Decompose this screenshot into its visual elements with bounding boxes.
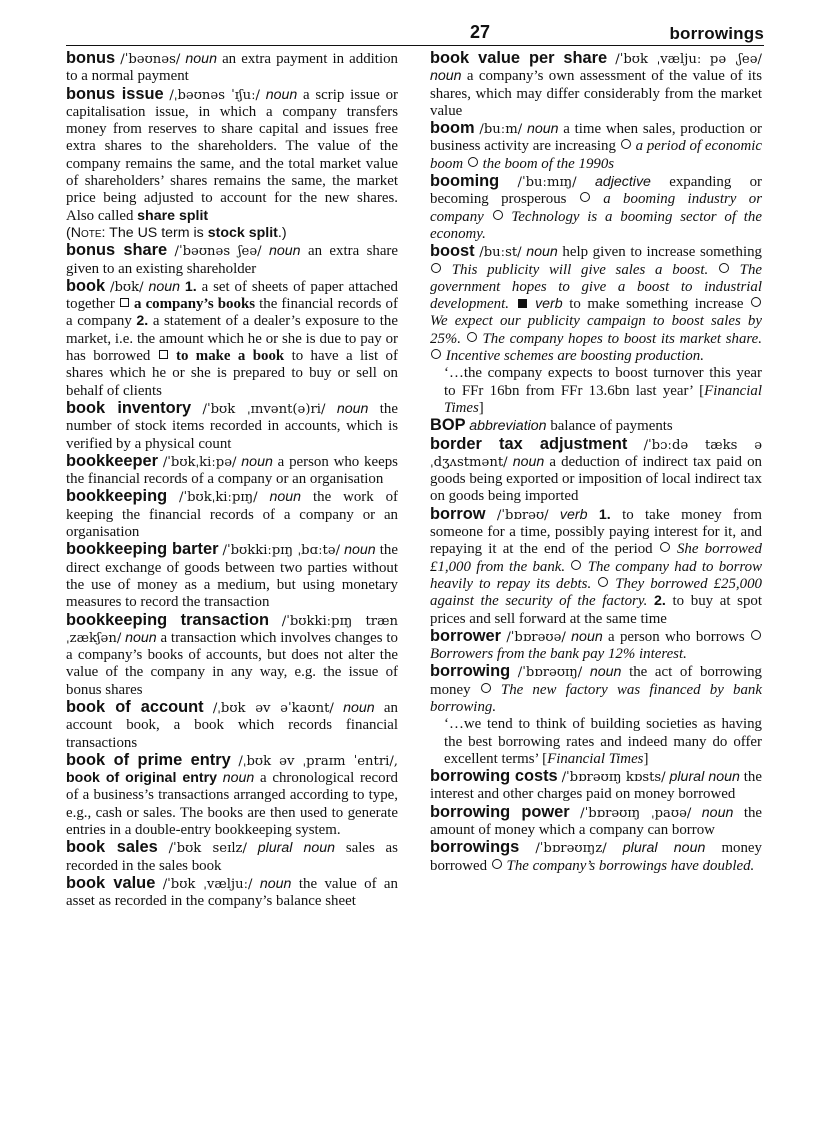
definition: the number of stock items recorded in accounts, which is verified by a physical count bbox=[66, 400, 398, 452]
right-column bbox=[430, 50, 762, 875]
example: We expect our publicity campaign to boost sales by 25%. bbox=[430, 313, 762, 347]
quote-text: ‘…we tend to think of building societies as having the best borrowing rates and indeed many do offer excellent terms’ bbox=[444, 716, 762, 767]
pronunciation: /ˌbʊk əv ˌpraɪm ˈentri/, bbox=[238, 753, 398, 769]
example-circle-icon bbox=[580, 192, 590, 202]
headword: book value bbox=[66, 873, 156, 892]
phrase-square-icon bbox=[120, 298, 129, 307]
headword: borrowing bbox=[430, 662, 511, 681]
example-circle-icon bbox=[621, 139, 631, 149]
example: The government hopes to give a boost to industrial development. bbox=[430, 261, 762, 313]
header-rule bbox=[66, 45, 764, 46]
part-of-speech: verb bbox=[535, 296, 563, 313]
note-open: ( bbox=[66, 224, 71, 241]
definition: a statement of a dealer’s exposure to the market, i.e. the amount which he or she is due to pay or has borrowed bbox=[66, 313, 398, 365]
part-of-speech: noun bbox=[589, 664, 622, 681]
example: The company’s borrowings have doubled. bbox=[506, 857, 755, 874]
headword: borrowings bbox=[430, 838, 520, 857]
note-close: .) bbox=[277, 224, 287, 241]
example: Incentive schemes are boosting production. bbox=[445, 348, 704, 365]
quote-source: Financial Times bbox=[444, 382, 762, 416]
entry-bookkeeping-transaction bbox=[66, 612, 398, 699]
citation-quote: ‘…we tend to think of building societies as having the best borrowing rates and indeed many do offer excellent terms’ [Financial Times] bbox=[444, 716, 762, 767]
part-of-speech: noun bbox=[430, 68, 462, 85]
part-of-speech: noun bbox=[185, 51, 217, 67]
left-column bbox=[66, 50, 398, 911]
example: The company hopes to boost its market share. bbox=[482, 330, 762, 347]
pronunciation: /ˌbʊk əv əˈkaʊnt/ bbox=[212, 700, 334, 716]
part-of-speech: noun bbox=[259, 875, 292, 892]
example: This publicity will give sales a boost. bbox=[451, 261, 709, 278]
phrase: a company’s books bbox=[134, 296, 256, 313]
entry-bop bbox=[430, 417, 762, 435]
headword: border tax adjustment bbox=[430, 434, 628, 453]
black-square-icon bbox=[518, 299, 527, 308]
definition: expanding or becoming prosperous bbox=[430, 174, 762, 208]
entry-book-of-prime-entry bbox=[66, 752, 398, 839]
example-circle-icon bbox=[660, 542, 670, 552]
entry-bonus-share bbox=[66, 242, 398, 278]
entry-bookkeeping bbox=[66, 488, 398, 541]
part-of-speech: noun bbox=[512, 453, 545, 470]
example-circle-icon bbox=[492, 859, 502, 869]
note-term: stock split bbox=[207, 224, 278, 241]
headword: book value per share bbox=[430, 49, 608, 67]
headword: bookkeeping transaction bbox=[66, 610, 270, 629]
example-circle-icon bbox=[481, 683, 491, 693]
entry-boost bbox=[430, 243, 762, 365]
phrase: to make a book bbox=[176, 348, 285, 365]
example-circle-icon bbox=[493, 210, 503, 220]
definition: a time when sales, production or business activity are increasing bbox=[430, 121, 762, 155]
part-of-speech: noun bbox=[222, 770, 255, 787]
example: Technology is a booming sector of the economy. bbox=[430, 208, 762, 242]
definition: to buy at spot prices and sell forward at the same time bbox=[430, 593, 762, 627]
entry-borrowings bbox=[430, 839, 762, 875]
headword: bookkeeping bbox=[66, 487, 168, 506]
quote-text: ‘…the company expects to boost turnover this year to FFr 16bn from FFr 13.6bn last year’ bbox=[444, 365, 762, 399]
part-of-speech: noun bbox=[269, 489, 302, 506]
definition: the work of keeping the financial records of a company or an organisation bbox=[66, 489, 398, 541]
pronunciation: /ˈbuːmɪŋ/ bbox=[517, 175, 577, 191]
pronunciation: /ˈbəʊnəs/ bbox=[120, 52, 181, 67]
definition: the act of borrowing money bbox=[430, 664, 762, 698]
definition: the financial records of a company bbox=[66, 296, 398, 330]
example-circle-icon bbox=[719, 263, 729, 273]
pronunciation: /bʊk/ bbox=[110, 279, 144, 295]
sense-number: 1. bbox=[184, 278, 197, 295]
entry-borrower bbox=[430, 628, 762, 664]
entry-borrowing-power bbox=[430, 804, 762, 840]
note-label: Note bbox=[70, 224, 102, 241]
note bbox=[66, 225, 287, 241]
example-circle-icon bbox=[751, 630, 761, 640]
definition: balance of payments bbox=[550, 418, 673, 435]
pronunciation: /ˈbɒrəʊɪŋz/ bbox=[535, 841, 607, 857]
pronunciation: /ˈbɒrəʊə/ bbox=[506, 629, 566, 645]
definition: a transaction which involves changes to a company’s books of accounts, but does not alter the value of the company in any way, e.g. the issue of bonus shares bbox=[66, 629, 398, 698]
example: a period of economic boom bbox=[430, 138, 762, 172]
headword: borrow bbox=[430, 504, 486, 523]
example-circle-icon bbox=[571, 560, 581, 570]
entry-boom bbox=[430, 120, 762, 173]
sense-number: 2. bbox=[136, 313, 149, 330]
headword: borrowing power bbox=[430, 802, 570, 821]
definition: an extra payment in addition to a normal payment bbox=[66, 51, 398, 85]
headword: BOP bbox=[430, 416, 466, 435]
entry-border-tax-adjustment bbox=[430, 436, 762, 506]
sense-number: 1. bbox=[598, 506, 611, 523]
pronunciation: /buːst/ bbox=[479, 245, 522, 261]
part-of-speech: noun bbox=[344, 542, 376, 559]
example-circle-icon bbox=[431, 349, 441, 359]
pronunciation: /ˈbʊk ˌvæljuː/ bbox=[162, 876, 253, 892]
running-head: borrowings bbox=[669, 24, 764, 43]
definition: the amount of money which a company can borrow bbox=[430, 804, 763, 839]
definition: to make something increase bbox=[569, 296, 744, 313]
example: Borrowers from the bank pay 12% interest. bbox=[430, 646, 687, 663]
entry-book-value bbox=[66, 875, 398, 911]
page-header bbox=[66, 22, 764, 46]
definition: to take money from someone for a time, possibly paying interest for it, and repaying it at the end of the period bbox=[430, 506, 762, 558]
headword: bonus bbox=[66, 49, 116, 67]
entry-book-of-account bbox=[66, 699, 398, 752]
definition: a company’s own assessment of the value of its shares, which may differ considerably from the market value bbox=[430, 68, 762, 119]
pronunciation: /ˈbɒrəʊɪŋ ˌpaʊə/ bbox=[580, 805, 692, 821]
example: The company had to borrow heavily to repay its debts. bbox=[430, 558, 763, 592]
part-of-speech: noun bbox=[336, 400, 369, 417]
pronunciation: /ˈbʊkkiːpɪŋ ˌbɑːtə/ bbox=[222, 543, 341, 559]
entry-book-inventory bbox=[66, 400, 398, 453]
definition: help given to increase something bbox=[562, 244, 762, 261]
pronunciation: /ˈbəʊnəs ʃeə/ bbox=[174, 244, 262, 260]
part-of-speech: noun bbox=[526, 244, 558, 261]
cross-reference: share split bbox=[137, 207, 209, 224]
headword: borrower bbox=[430, 626, 502, 645]
pronunciation: /ˈbɒrəʊɪŋ/ bbox=[517, 665, 583, 681]
pronunciation: /ˈbɔːdə tæks əˌdʒʌstmənt/ bbox=[430, 437, 762, 470]
page-number: 27 bbox=[469, 22, 491, 42]
quote-source: Financial Times bbox=[547, 750, 644, 767]
part-of-speech: noun bbox=[269, 243, 301, 260]
entry-bonus-issue bbox=[66, 86, 398, 243]
part-of-speech: verb bbox=[559, 506, 588, 523]
part-of-speech: adjective bbox=[594, 174, 651, 191]
example-circle-icon bbox=[468, 157, 478, 167]
entry-book-sales bbox=[66, 839, 398, 875]
definition: a set of sheets of paper attached together bbox=[66, 278, 398, 313]
definition: the interest and other charges paid on money borrowed bbox=[430, 769, 762, 803]
headword: borrowing costs bbox=[430, 767, 558, 786]
phrase-square-icon bbox=[159, 350, 168, 359]
example-circle-icon bbox=[467, 332, 477, 342]
definition: money borrowed bbox=[430, 840, 762, 874]
part-of-speech: noun bbox=[571, 628, 603, 645]
part-of-speech: noun bbox=[148, 278, 180, 295]
part-of-speech: plural noun bbox=[622, 840, 706, 857]
example-circle-icon bbox=[751, 297, 761, 307]
entry-borrowing bbox=[430, 663, 762, 716]
example: They borrowed £25,000 against the security of the factory. bbox=[430, 575, 762, 610]
example: a booming industry or company bbox=[430, 191, 762, 225]
example: The new factory was financed by bank borrowing. bbox=[430, 681, 762, 715]
part-of-speech: abbreviation bbox=[469, 418, 547, 435]
example-circle-icon bbox=[431, 263, 441, 273]
definition: to have a list of shares which he or she is prepared to buy or sell on behalf of clients bbox=[66, 348, 398, 399]
part-of-speech: noun bbox=[701, 804, 734, 821]
headword: bonus share bbox=[66, 241, 168, 260]
part-of-speech: noun bbox=[526, 121, 559, 138]
entry-borrow bbox=[430, 506, 762, 628]
part-of-speech: noun bbox=[241, 453, 273, 470]
pronunciation: /ˌbəʊnəs ˈɪʃuː/ bbox=[169, 87, 260, 103]
example: the boom of the 1990s bbox=[482, 155, 615, 172]
part-of-speech: noun bbox=[265, 86, 298, 103]
definition: an account book, a book which records financial transactions bbox=[66, 699, 398, 751]
pronunciation: /ˈbʊk ˌvæljuː pə ˌʃeə/ bbox=[615, 52, 762, 67]
headword: book bbox=[66, 276, 106, 295]
pronunciation: /ˈbʊkˌkiːpə/ bbox=[162, 454, 237, 470]
headword: book inventory bbox=[66, 398, 192, 417]
headword: bonus issue bbox=[66, 84, 164, 103]
headword: book of account bbox=[66, 697, 204, 716]
note-text: : The US term is bbox=[101, 224, 204, 241]
definition: the value of an asset as recorded in the company’s balance sheet bbox=[66, 875, 398, 910]
part-of-speech: noun bbox=[125, 629, 157, 646]
citation-quote: ‘…the company expects to boost turnover this year to FFr 16bn from FFr 13.6bn last year’ [Financial Times] bbox=[444, 365, 762, 416]
entry-book-value-per-share bbox=[430, 50, 762, 120]
part-of-speech: noun bbox=[343, 699, 375, 716]
pronunciation: /ˈbʊk ˌɪnvənt(ə)ri/ bbox=[202, 401, 326, 417]
example-circle-icon bbox=[598, 577, 608, 587]
pronunciation: /ˈbʊk seɪlz/ bbox=[168, 841, 247, 857]
definition: a deduction of indirect tax paid on goods being exported or imposition of local indirect tax on goods being imported bbox=[430, 453, 762, 505]
example: She borrowed £1,000 from the bank. bbox=[430, 541, 762, 575]
pronunciation: /ˈbʊkˌkiːpɪŋ/ bbox=[179, 490, 258, 506]
definition: an extra share given to an existing shareholder bbox=[66, 243, 399, 277]
definition: sales as recorded in the sales book bbox=[66, 840, 398, 874]
entry-book bbox=[66, 278, 398, 400]
headword: boost bbox=[430, 242, 475, 261]
definition: a person who borrows bbox=[608, 628, 745, 645]
entry-bonus bbox=[66, 50, 398, 86]
pronunciation: /ˈbʊkkiːpɪŋ trænˌzækʃən/ bbox=[66, 613, 398, 646]
definition: the direct exchange of goods between two parties without the use of money as a medium, but using monetary measures to record the transaction bbox=[66, 542, 398, 611]
headword: bookkeeping barter bbox=[66, 540, 219, 559]
part-of-speech: plural noun bbox=[669, 769, 740, 786]
definition: a scrip issue or capitalisation issue, in which a company transfers money from reserves to share capital and issues free extra shares to the shareholders. The value of the company remains the same, and the total market value of shareholders’ shares remains the same, the market price being adjusted to account for the new shares. Also called bbox=[66, 86, 398, 224]
headword: book of prime entry bbox=[66, 750, 231, 769]
entry-bookkeeper bbox=[66, 453, 398, 489]
sense-number: 2. bbox=[654, 593, 666, 610]
pronunciation: /ˈbɒrəʊɪŋ kɒsts/ bbox=[561, 770, 666, 786]
pronunciation: /ˈbɒrəʊ/ bbox=[496, 507, 549, 523]
definition: a chronological record of a business’s transactions arranged according to type, e.g., cash or sales. The books are then used to generate entries in a double-entry bookkeeping system. bbox=[66, 770, 398, 839]
definition: a person who keeps the financial records of a company or an organisation bbox=[66, 453, 398, 488]
pronunciation: /buːm/ bbox=[479, 122, 523, 138]
headword: booming bbox=[430, 172, 500, 191]
part-of-speech: plural noun bbox=[257, 840, 336, 857]
headword: boom bbox=[430, 119, 475, 138]
entry-bookkeeping-barter bbox=[66, 541, 398, 611]
alternate-headword: book of original entry bbox=[66, 770, 218, 787]
entry-borrowing-costs bbox=[430, 768, 762, 804]
entry-booming bbox=[430, 173, 762, 243]
headword: book sales bbox=[66, 838, 158, 857]
headword: bookkeeper bbox=[66, 451, 159, 470]
